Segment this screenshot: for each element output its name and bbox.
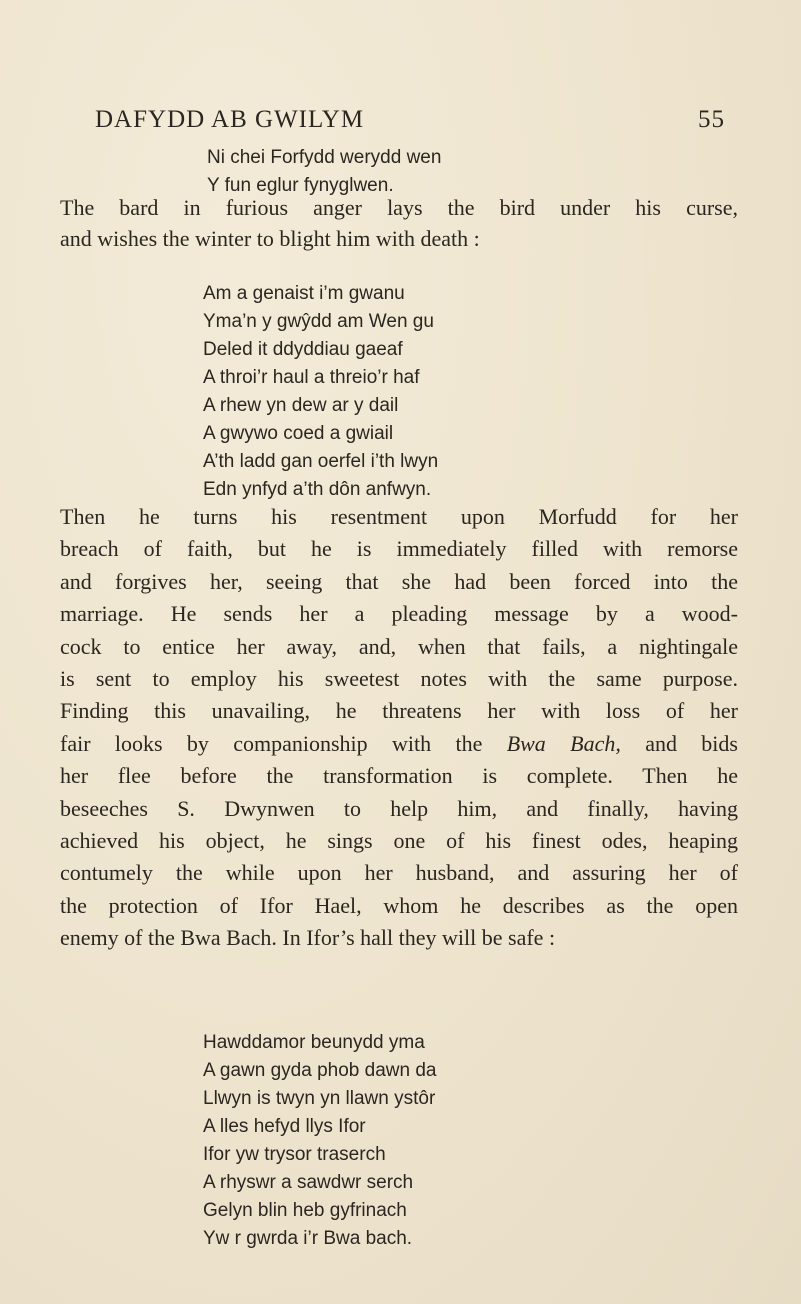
verse-line: A gawn gyda phob dawn da [203,1060,437,1081]
prose-line: marriage. He sends her a pleading message by a wood- [60,601,738,627]
prose-line: the protection of Ifor Hael, whom he describes as the open [60,892,738,918]
verse-line: Ni chei Forfydd werydd wen [207,147,442,168]
prose-line: Finding this unavailing, he threatens her with loss of her [60,698,738,724]
prose-line: and wishes the winter to blight him with death : [60,226,480,251]
prose-line: Then he turns his resentment upon Morfudd for her [60,504,738,529]
prose-line: and forgives her, seeing that she had been forced into the [60,568,738,594]
italic-title: Bwa Bach, [506,730,621,756]
verse-line: A’th ladd gan oerfel i’th lwyn [203,451,439,472]
verse-quote-3 [203,1029,436,1253]
verse-line: Gelyn blin heb gyfrinach [203,1200,407,1221]
prose-line: contumely the while upon her husband, and assuring her of [60,860,738,886]
prose-line: enemy of the Bwa Bach. In Ifor’s hall they will be safe : [60,925,556,951]
verse-line: A throi’r haul a threio’r haf [203,367,420,388]
prose-line: breach of faith, but he is immediately filled with remorse [60,536,738,562]
prose-line: is sent to employ his sweetest notes with the same purpose. [60,665,738,691]
verse-line: Y fun eglur fynyglwen. [207,175,394,196]
verse-line: Yma’n y gwŷdd am Wen gu [203,311,434,332]
prose-paragraph-2 [60,501,738,954]
prose-line: achieved his object, he sings one of his finest odes, heaping [60,827,738,853]
verse-line: Deled it ddyddiau gaeaf [203,339,403,360]
prose-line: beseeches S. Dwynwen to help him, and finally, having [60,795,738,821]
verse-line: Llwyn is twyn yn llawn ystôr [203,1088,436,1109]
prose-paragraph-1 [60,192,738,254]
verse-line: A rhyswr a sawdwr serch [203,1172,414,1193]
prose-line: her flee before the transformation is complete. Then he [60,763,738,789]
verse-line: A lles hefyd llys Ifor [203,1116,366,1137]
verse-line: A gwywo coed a gwiail [203,423,394,444]
verse-line: A rhew yn dew ar y dail [203,395,399,416]
prose-text: fair looks by companionship with the [60,730,507,756]
prose-line: cock to entice her away, and, when that fails, a nightingale [60,633,738,659]
verse-quote-2 [203,280,438,504]
verse-line: Edn ynfyd a’th dôn anfwyn. [203,479,432,500]
page-number: 55 [698,106,725,133]
prose-text: and bids [620,730,738,756]
verse-line: Yw r gwrda i’r Bwa bach. [203,1228,413,1249]
prose-line [60,728,738,760]
verse-line: Hawddamor beunydd yma [203,1032,425,1053]
running-head-title: DAFYDD AB GWILYM [95,106,365,133]
prose-line: The bard in furious anger lays the bird under his curse, [60,195,738,220]
verse-line: Ifor yw trysor traserch [203,1144,386,1165]
verse-line: Am a genaist i’m gwanu [203,283,405,304]
